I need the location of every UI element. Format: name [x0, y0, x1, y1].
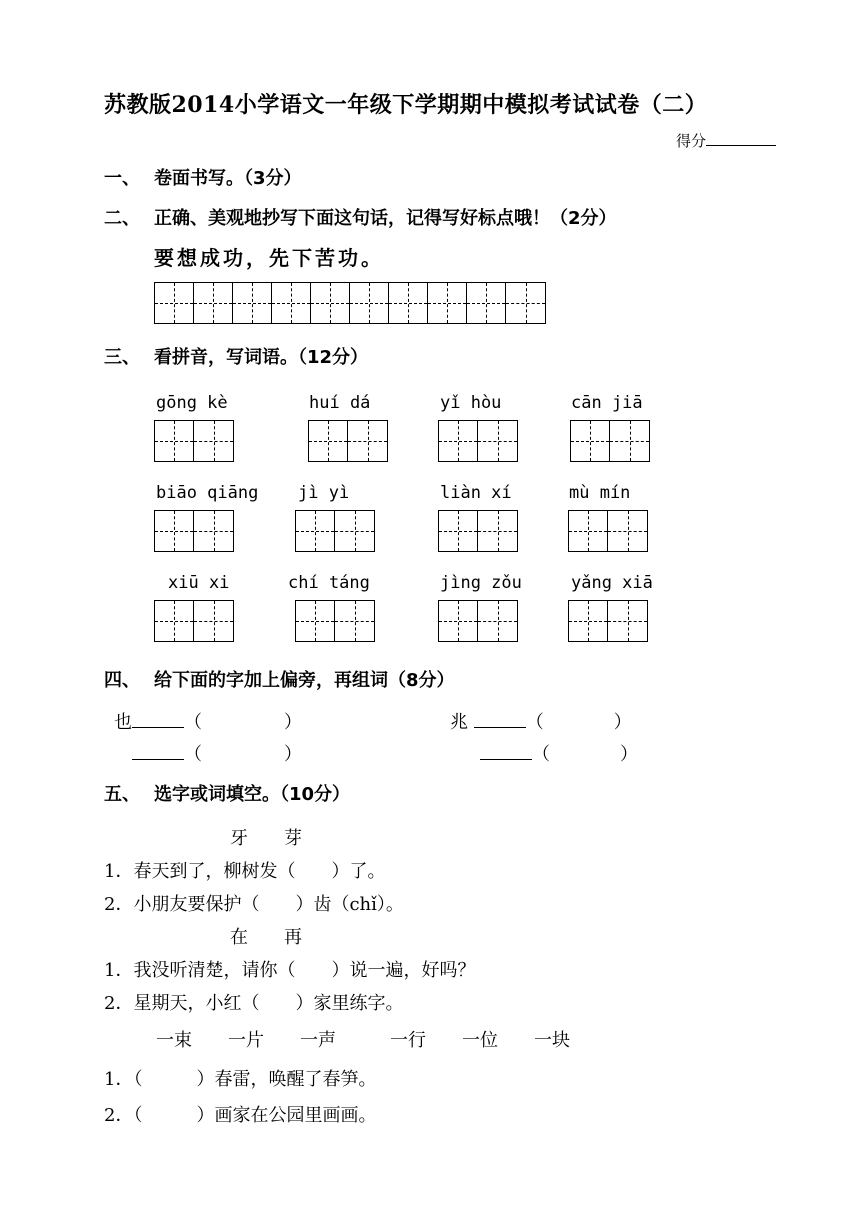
pinyin-label: huí dá: [309, 393, 371, 413]
radical-blank[interactable]: [132, 743, 184, 760]
section-2-heading: [104, 204, 617, 230]
section-number: 三、: [104, 347, 140, 368]
pinyin-label: jì yì: [298, 483, 350, 503]
section-number: 二、: [104, 208, 140, 229]
paren-open: （: [184, 712, 202, 733]
writing-grid[interactable]: [438, 510, 518, 552]
writing-grid[interactable]: [438, 420, 518, 462]
writing-grid[interactable]: [154, 420, 234, 462]
writing-grid[interactable]: [570, 420, 650, 462]
pinyin-label: jìng zǒu: [440, 573, 522, 593]
writing-grid[interactable]: [154, 510, 234, 552]
writing-grid[interactable]: [295, 600, 375, 642]
pinyin-label: xiū xi: [168, 573, 230, 593]
section-text: 看拼音，写词语。（12分）: [154, 347, 369, 368]
base-char: 也: [114, 712, 132, 733]
score-blank[interactable]: [706, 131, 776, 146]
fill-question[interactable]: 1．春天到了，柳树发（ ）了。: [104, 861, 386, 882]
paren-open: （: [184, 744, 202, 765]
paren-close: ）: [284, 712, 302, 733]
section-text: 给下面的字加上偏旁，再组词（8分）: [154, 670, 455, 691]
pinyin-label: yǐ hòu: [440, 393, 502, 413]
radical-blank[interactable]: [480, 743, 532, 760]
pinyin-label: gōng kè: [156, 393, 228, 413]
pinyin-label: biāo qiāng: [156, 483, 259, 503]
pinyin-label: liàn xí: [440, 483, 512, 503]
radical-item-1: [114, 708, 302, 734]
radical-blank[interactable]: [132, 711, 184, 728]
paren-open: （: [525, 712, 544, 733]
writing-grid[interactable]: [438, 600, 518, 642]
paren-open: （: [532, 744, 550, 765]
writing-grid-sentence[interactable]: [154, 282, 546, 324]
radical-item-2: [132, 740, 302, 766]
word-options: 牙 芽: [230, 828, 302, 849]
base-char: 兆: [450, 712, 468, 733]
section-number: 四、: [104, 670, 140, 691]
radical-blank[interactable]: [474, 711, 526, 728]
writing-grid[interactable]: [295, 510, 375, 552]
section-3-heading: [104, 343, 368, 369]
section-text: 卷面书写。（3分）: [154, 168, 302, 189]
pinyin-label: mù mín: [569, 483, 631, 503]
fill-question[interactable]: 2．星期天，小红（ ）家里练字。: [104, 993, 404, 1014]
section-1-heading: [104, 164, 302, 190]
writing-grid[interactable]: [568, 510, 648, 552]
score-label: 得分: [676, 132, 707, 150]
section-text: 正确、美观地抄写下面这句话，记得写好标点哦！（2分）: [154, 208, 617, 229]
score-field: [676, 130, 776, 151]
paren-close: ）: [284, 744, 302, 765]
section-number: 一、: [104, 168, 140, 189]
page-title: 苏教版2014小学语文一年级下学期期中模拟考试试卷（二）: [104, 92, 708, 118]
writing-grid[interactable]: [308, 420, 388, 462]
section-5-heading: [104, 780, 350, 806]
fill-question[interactable]: 1．我没听清楚，请你（ ）说一遍，好吗？: [104, 960, 476, 981]
pinyin-label: chí táng: [288, 573, 370, 593]
pinyin-label: yǎng xiā: [571, 573, 653, 593]
radical-item-4: [480, 740, 638, 766]
word-options: 一束 一片 一声 一行 一位 一块: [156, 1030, 570, 1051]
writing-grid[interactable]: [568, 600, 648, 642]
word-options: 在 再: [230, 927, 302, 948]
paren-close: ）: [620, 744, 638, 765]
pinyin-label: cān jiā: [571, 393, 643, 413]
fill-question[interactable]: 2．（ ）画家在公园里画画。: [104, 1105, 377, 1126]
section-4-heading: [104, 666, 455, 692]
fill-question[interactable]: 1．（ ）春雷，唤醒了春笋。: [104, 1069, 377, 1090]
radical-item-3: [450, 708, 632, 734]
paren-close: ）: [613, 712, 632, 733]
copy-sentence: 要想成功，先下苦功。: [154, 246, 384, 270]
fill-question[interactable]: 2．小朋友要保护（ ）齿（chǐ）。: [104, 894, 404, 915]
section-number: 五、: [104, 784, 140, 805]
section-text: 选字或词填空。（10分）: [154, 784, 351, 805]
writing-grid[interactable]: [154, 600, 234, 642]
